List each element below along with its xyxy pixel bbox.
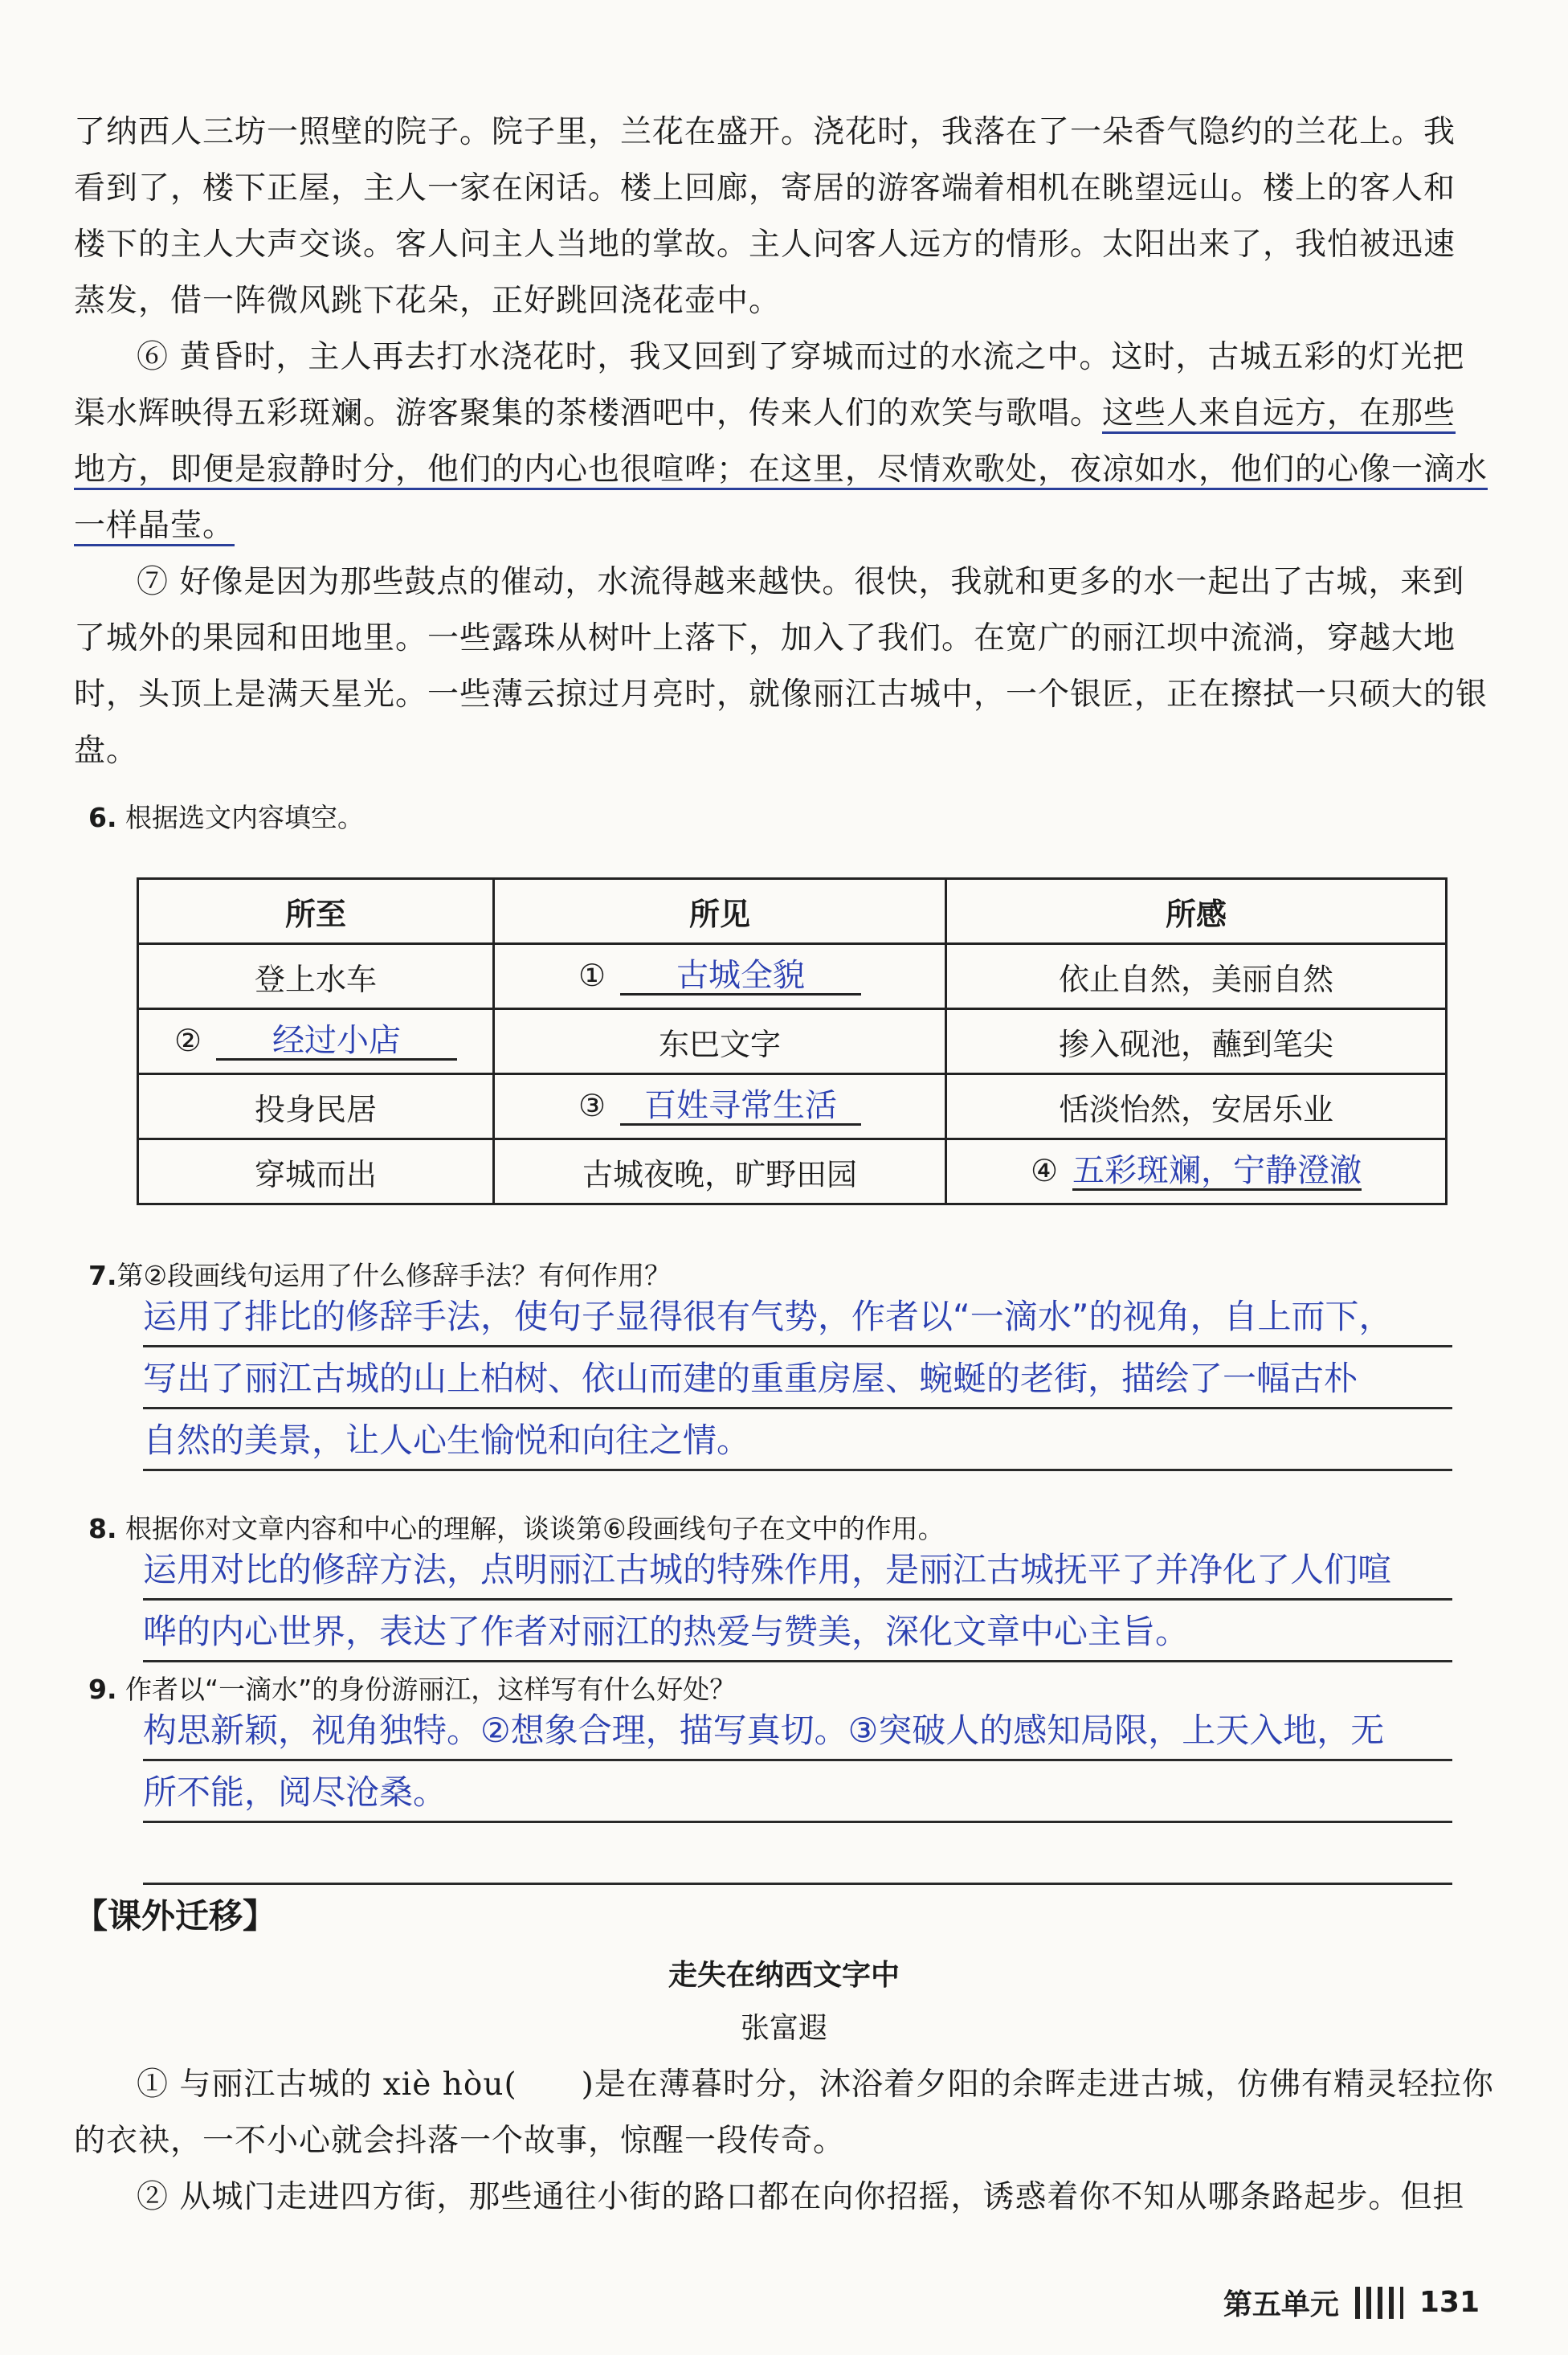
article-body xyxy=(74,2057,1494,2226)
passage-paragraph-6 xyxy=(74,329,1488,554)
table-row: 穿城而出 古城夜晚，旷野田园 ④ 五彩斑斓，宁静澄澈 xyxy=(138,1139,1447,1204)
unit-label: 第五单元 xyxy=(1223,2288,1339,2321)
underlined-sentence: 地方，即便是寂静时分，他们的内心也很喧哗；在这里，尽情欢歌处，夜凉如水，他们的心像一滴水 xyxy=(74,452,1488,488)
table-row: 登上水车 ① 古城全貌 依止自然，美丽自然 xyxy=(138,944,1447,1009)
decorative-bars-icon xyxy=(1355,2287,1403,2319)
passage-paragraph-5 xyxy=(74,104,1456,329)
answer-7[interactable]: 运用了排比的修辞手法，使句子显得很有气势，作者以“一滴水”的视角，自上而下， 写出了丽江古城的山上柏树、依山而建的重重房屋、蜿蜒的老街，描绘了一幅古朴 自然的美景，让人心生愉悦和向往之情。 xyxy=(143,1286,1452,1471)
text-line: 了纳西人三坊一照壁的院子。院子里，兰花在盛开。浇花时，我落在了一朵香气隐约的兰花上。我 xyxy=(74,114,1456,150)
answer-blank-3[interactable]: 百姓寻常生活 xyxy=(620,1088,861,1126)
fill-table xyxy=(137,877,1448,1205)
text-line: 盘。 xyxy=(74,733,139,769)
column-header: 所见 xyxy=(494,879,946,944)
text-line: 的衣袂，一不小心就会抖落一个故事，惊醒一段传奇。 xyxy=(74,2123,846,2159)
text-line: 楼下的主人大声交谈。客人问主人当地的掌故。主人问客人远方的情形。太阳出来了，我怕被迅速 xyxy=(74,227,1456,263)
text-line: 看到了，楼下正屋，主人一家在闲话。楼上回廊，寄居的游客端着相机在眺望远山。楼上的客人和 xyxy=(74,170,1456,206)
question-9: 9. 作者以“一滴水”的身份游丽江，这样写有什么好处？ xyxy=(88,1674,737,1705)
text-line: 时，头顶上是满天星光。一些薄云掠过月亮时，就像丽江古城中，一个银匠，正在擦拭一只硕大的银 xyxy=(74,677,1488,713)
column-header: 所至 xyxy=(138,879,494,944)
article-author: 张富遐 xyxy=(740,2012,827,2045)
text-line: ⑥ 黄昏时，主人再去打水浇花时，我又回到了穿城而过的水流之中。这时，古城五彩的灯光把 xyxy=(137,339,1465,375)
question-7: 7.第②段画线句运用了什么修辞手法？有何作用？ xyxy=(88,1260,672,1291)
text-line: ① 与丽江古城的 xiè hòu( )是在薄暮时分，沐浴着夕阳的余晖走进古城，仿佛有精灵轻拉你 xyxy=(137,2067,1494,2103)
table-header-row xyxy=(138,879,1447,944)
text-line: 蒸发，借一阵微风跳下花朵，正好跳回浇花壶中。 xyxy=(74,283,782,319)
article-title: 走失在纳西文字中 xyxy=(668,1959,900,1992)
passage-paragraph-7 xyxy=(74,554,1488,779)
answer-9[interactable]: 构思新颖，视角独特。②想象合理，描写真切。③突破人的感知局限，上天入地，无 所不能，阅尽沧桑。 xyxy=(143,1699,1452,1885)
question-8: 8. 根据你对文章内容和中心的理解，谈谈第⑥段画线句子在文中的作用。 xyxy=(88,1513,945,1544)
column-header: 所感 xyxy=(946,879,1447,944)
answer-blank-2[interactable]: 经过小店 xyxy=(216,1023,457,1061)
table-row: ② 经过小店 东巴文字 掺入砚池，蘸到笔尖 xyxy=(138,1009,1447,1074)
text-line: 一样晶莹。 xyxy=(74,508,235,544)
answer-blank-1[interactable]: 古城全貌 xyxy=(620,958,861,996)
text-line: ⑦ 好像是因为那些鼓点的催动，水流得越来越快。很快，我就和更多的水一起出了古城，来到 xyxy=(137,564,1465,600)
text-line: ② 从城门走进四方街，那些通往小街的路口都在向你招摇，诱惑着你不知从哪条路起步。但担 xyxy=(137,2179,1465,2215)
question-6: 6. 根据选文内容填空。 xyxy=(88,802,364,833)
table-row: 投身民居 ③ 百姓寻常生活 恬淡怡然，安居乐业 xyxy=(138,1074,1447,1139)
answer-8[interactable]: 运用对比的修辞方法，点明丽江古城的特殊作用，是丽江古城抚平了并净化了人们喧 哗的内心世界，表达了作者对丽江的热爱与赞美，深化文章中心主旨。 xyxy=(143,1539,1452,1662)
section-heading: 【课外迁移】 xyxy=(74,1896,277,1936)
underlined-sentence: 这些人来自远方，在那些 xyxy=(1102,395,1456,431)
page-footer xyxy=(1223,2282,1480,2323)
page-number: 131 xyxy=(1419,2286,1480,2319)
answer-blank-4[interactable]: 五彩斑斓，宁静澄澈 xyxy=(1072,1151,1362,1189)
text-line: 渠水辉映得五彩斑斓。游客聚集的茶楼酒吧中，传来人们的欢笑与歌唱。这些人来自远方，在那些 xyxy=(74,395,1456,431)
text-line: 了城外的果园和田地里。一些露珠从树叶上落下，加入了我们。在宽广的丽江坝中流淌，穿越大地 xyxy=(74,620,1456,656)
